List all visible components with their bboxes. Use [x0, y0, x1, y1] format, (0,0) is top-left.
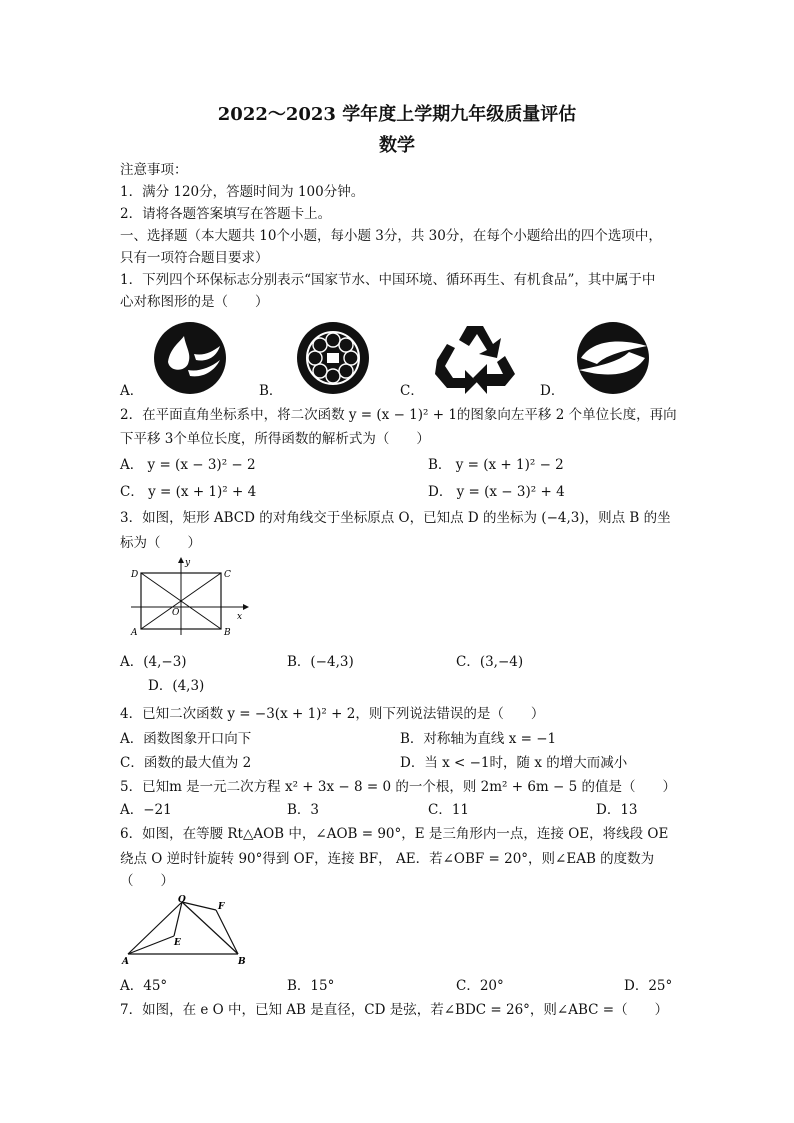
note-item-1: 1．满分 120分，答题时间为 100分钟。	[120, 184, 365, 200]
q6-line1: 6．如图，在等腰 Rt△AOB 中，∠AOB = 90°，E 是三角形内一点，连接 OE，将线段 OE	[120, 826, 669, 842]
q6-label-b: B	[238, 957, 246, 966]
q3-label-y: y	[185, 558, 191, 568]
note-item-2: 2．请将各题答案填写在答题卡上。	[120, 206, 332, 222]
section-heading-line2: 只有一项符合题目要求）	[120, 250, 269, 266]
q4-option-a: A．函数图象开口向下	[120, 731, 252, 747]
q3-option-d: D．(4,3)	[148, 678, 205, 694]
q3-option-b: B．(−4,3)	[287, 654, 354, 670]
q5-line1: 5．已知m 是一元二次方程 x² + 3x − 8 = 0 的一个根，则 2m² + 6m − 5 的值是（ ）	[120, 779, 677, 795]
q2-option-c: C． y = (x + 1)² + 4	[120, 484, 257, 500]
q1-line2: 心对称图形的是（ ）	[120, 294, 269, 310]
q5-option-a: A．−21	[120, 802, 172, 818]
q3-label-c: C	[224, 570, 231, 580]
q4-option-d: D．当 x < −1时，随 x 的增大而减小	[400, 755, 628, 771]
q6-triangle-figure	[120, 892, 255, 966]
water-saving-logo-icon	[140, 318, 240, 398]
q2-line1: 2．在平面直角坐标系中，将二次函数 y = (x − 1)² + 1的图象向左平移 2 个单位长度，再向	[120, 407, 677, 423]
section-heading-line1: 一、选择题（本大题共 10个小题，每小题 3分，共 30分，在每个小题给出的四个选项中，	[120, 228, 662, 244]
q6-label-o: O	[178, 895, 186, 905]
exam-title: 2022～2023 学年度上学期九年级质量评估	[217, 104, 577, 125]
q5-option-c: C．11	[428, 802, 470, 818]
q1-option-c: C．	[400, 383, 424, 399]
subject-title: 数学	[379, 135, 415, 156]
q3-label-o: O	[172, 608, 180, 618]
q6-label-e: E	[174, 938, 181, 948]
notes-heading: 注意事项：	[120, 162, 188, 178]
q5-option-b: B．3	[287, 802, 320, 818]
q3-label-x: x	[237, 612, 243, 622]
q6-line2: 绕点 O 逆时针旋转 90°得到 OF，连接 BF， AE．若∠OBF = 20°，则∠EAB 的度数为	[120, 851, 655, 867]
china-environment-logo-icon	[283, 318, 383, 398]
q3-label-b: B	[224, 628, 231, 638]
q1-line1: 1．下列四个环保标志分别表示“国家节水、中国环境、循环再生、有机食品”，其中属于中	[120, 272, 656, 288]
q6-label-f: F	[218, 902, 225, 912]
q4-option-c: C．函数的最大值为 2	[120, 755, 252, 771]
q5-option-d: D．13	[596, 802, 638, 818]
q3-option-c: C．(3,−4)	[456, 654, 524, 670]
q3-option-a: A．(4,−3)	[120, 654, 187, 670]
recycle-logo-icon	[425, 318, 525, 398]
q1-option-a: A．	[120, 383, 144, 399]
q1-option-d: D．	[540, 383, 565, 399]
q6-option-c: C．20°	[456, 978, 504, 994]
q3-label-d: D	[131, 570, 139, 580]
q2-option-b: B． y = (x + 1)² − 2	[428, 457, 564, 473]
q6-line3: （ ）	[120, 873, 174, 889]
q3-line1: 3．如图，矩形 ABCD 的对角线交于坐标原点 O，已知点 D 的坐标为 (−4,3)，则点 B 的坐	[120, 510, 671, 526]
q4-line1: 4．已知二次函数 y = −3(x + 1)² + 2，则下列说法错误的是（ ）	[120, 706, 545, 722]
q6-option-b: B．15°	[287, 978, 335, 994]
organic-food-logo-icon	[563, 318, 663, 398]
q3-label-a: A	[131, 628, 138, 638]
q3-rectangle-figure	[125, 555, 255, 640]
q4-option-b: B．对称轴为直线 x = −1	[400, 731, 557, 747]
q6-option-d: D．25°	[624, 978, 673, 994]
q1-option-b: B．	[259, 383, 283, 399]
q6-label-a: A	[122, 957, 129, 966]
q6-option-a: A．45°	[120, 978, 168, 994]
q2-option-d: D． y = (x − 3)² + 4	[428, 484, 565, 500]
q3-line2: 标为（ ）	[120, 535, 201, 551]
q2-line2: 下平移 3个单位长度，所得函数的解析式为（ ）	[120, 431, 430, 447]
q2-option-a: A． y = (x − 3)² − 2	[120, 457, 256, 473]
q7-line1: 7．如图，在 e O 中，已知 AB 是直径，CD 是弦，若∠BDC = 26°，则∠ABC =（ ）	[120, 1002, 669, 1018]
